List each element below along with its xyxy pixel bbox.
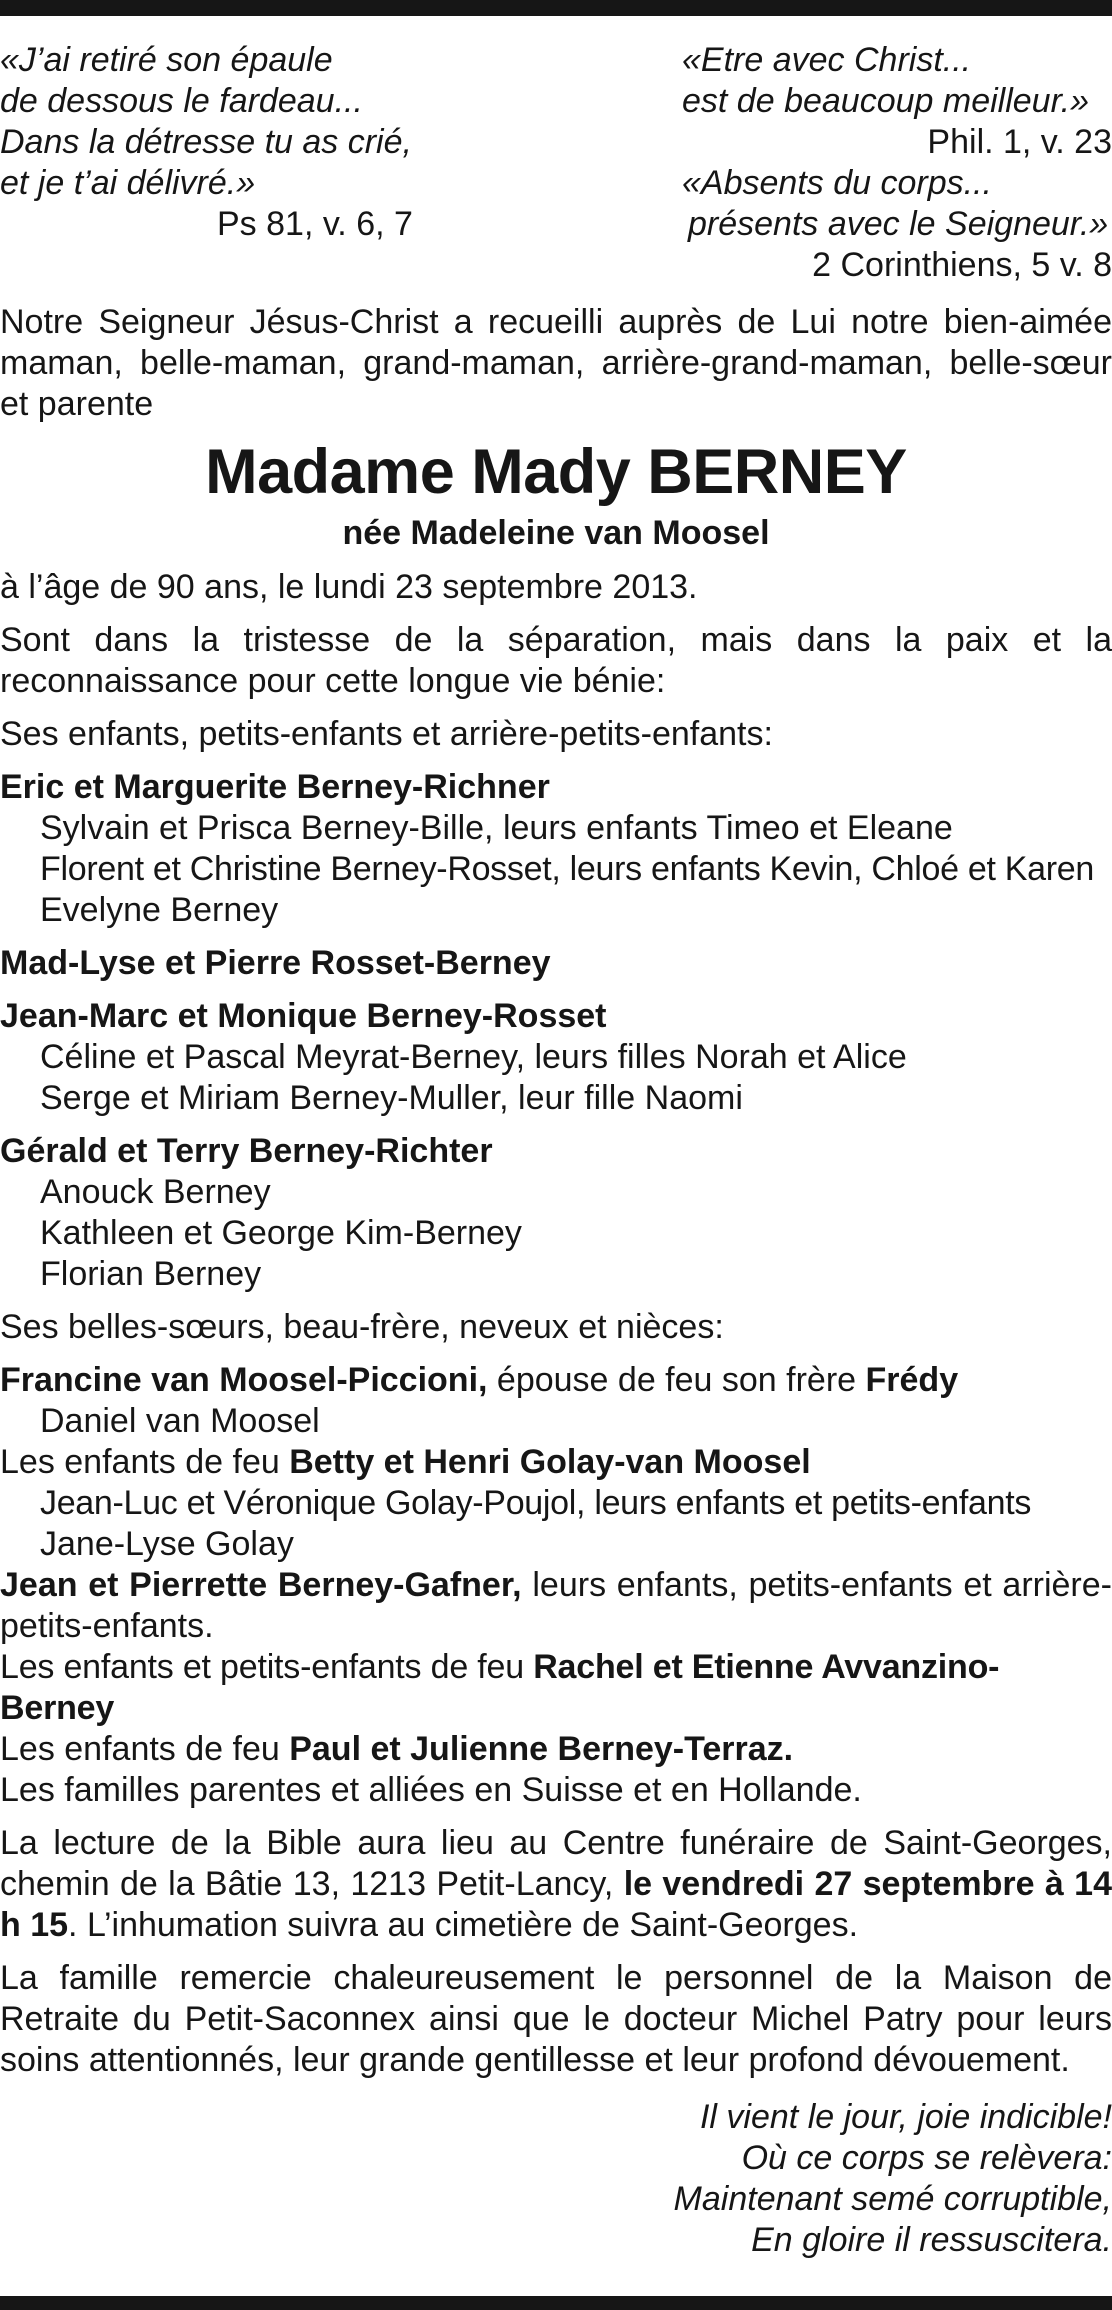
- family-head: Eric et Marguerite Berney-Richner: [0, 768, 550, 806]
- sorrow-paragraph: Sont dans la tristesse de la séparation, mais dans la paix et la reconnaissance pour cette longue vie bénie:: [0, 621, 1112, 700]
- inlaw-text: Les enfants et petits-enfants de feu: [0, 1648, 534, 1686]
- inlaw-line: [0, 1565, 1112, 1647]
- inlaw-member: Jean-Luc et Véronique Golay-Poujol, leurs enfants et petits-enfants: [40, 1484, 1032, 1522]
- maiden-name: née Madeleine van Moosel: [342, 514, 770, 552]
- inlaw-name: Rachel et Etienne Avvanzino-Berney: [0, 1648, 1000, 1727]
- inlaw-text: leurs enfants, petits-enfants et arrière-petits-enfants.: [0, 1566, 1112, 1645]
- bottom-rule: [0, 2296, 1112, 2310]
- inlaw-text: épouse de feu son frère: [487, 1361, 866, 1399]
- family-member: Florian Berney: [40, 1255, 262, 1293]
- ceremony-paragraph: [0, 1823, 1112, 1946]
- family-member: Serge et Miriam Berney-Muller, leur fille Naomi: [40, 1079, 743, 1117]
- family-member: Evelyne Berney: [40, 891, 279, 929]
- inlaw-line: [0, 1360, 1112, 1401]
- ceremony-date: le vendredi 27 septembre à 14 h 15: [0, 1865, 1112, 1944]
- inlaw-name: Frédy: [865, 1361, 959, 1399]
- family-head: Mad-Lyse et Pierre Rosset-Berney: [0, 944, 551, 982]
- top-rule: [0, 0, 1112, 16]
- verse-reference: Phil. 1, v. 23: [927, 123, 1112, 161]
- verse-line: «J’ai retiré son épaule: [0, 41, 333, 79]
- family-member: Kathleen et George Kim-Berney: [40, 1214, 522, 1252]
- inlaw-name: Betty et Henri Golay-van Moosel: [289, 1443, 811, 1481]
- family-member: Sylvain et Prisca Berney-Bille, leurs enfants Timeo et Eleane: [40, 809, 953, 847]
- inlaw-line: [0, 1442, 1112, 1483]
- intro-paragraph: Notre Seigneur Jésus-Christ a recueilli auprès de Lui notre bien-aimée maman, belle-maman, grand-maman, arrière-grand-maman, belle-sœur et parente: [0, 303, 1112, 423]
- closing-verse-line: Maintenant semé corruptible,: [673, 2180, 1112, 2218]
- verse-reference: 2 Corinthiens, 5 v. 8: [812, 246, 1112, 284]
- closing-verse-line: Où ce corps se relèvera:: [741, 2139, 1112, 2177]
- inlaws-list: [0, 1360, 1112, 1811]
- inlaw-member: Jane-Lyse Golay: [40, 1525, 294, 1563]
- age-date: à l’âge de 90 ans, le lundi 23 septembre 2013.: [0, 568, 698, 606]
- verse-line: «Absents du corps...: [682, 164, 992, 202]
- family-group: [0, 943, 1112, 984]
- inlaw-name: Paul et Julienne Berney-Terraz.: [289, 1730, 794, 1768]
- family-group: [0, 1131, 1112, 1295]
- family-head: Gérald et Terry Berney-Richter: [0, 1132, 493, 1170]
- closing-verse: [0, 2097, 1112, 2261]
- ceremony-text: . L’inhumation suivra au cimetière de Saint-Georges.: [68, 1906, 859, 1944]
- verse-line: est de beaucoup meilleur.»: [682, 82, 1090, 120]
- thanks-paragraph: La famille remercie chaleureusement le personnel de la Maison de Retraite du Petit-Saconnex ainsi que le docteur Michel Patry pour leurs soins attentionnés, leur grande gentillesse et leur profond dévouement.: [0, 1959, 1112, 2079]
- inlaw-text: Les enfants de feu: [0, 1443, 290, 1481]
- verse-line: Dans la détresse tu as crié,: [0, 123, 412, 161]
- closing-verse-line: En gloire il ressuscitera.: [751, 2221, 1112, 2259]
- verse-reference: Ps 81, v. 6, 7: [217, 205, 413, 243]
- verse-line: «Etre avec Christ...: [682, 41, 972, 79]
- family-group: [0, 996, 1112, 1119]
- family-group: [0, 767, 1112, 931]
- inlaw-name: Jean et Pierrette Berney-Gafner,: [0, 1566, 522, 1604]
- ceremony-text: La lecture de la Bible aura lieu au Centre funéraire de Saint-Georges, chemin de la Bâtie 13, 1213 Petit-Lancy,: [0, 1824, 1112, 1903]
- children-heading: Ses enfants, petits-enfants et arrière-petits-enfants:: [0, 715, 773, 753]
- verse-line: présents avec le Seigneur.»: [688, 205, 1109, 243]
- inlaw-line: Les familles parentes et alliées en Suisse et en Hollande.: [0, 1771, 862, 1809]
- verse-line: et je t’ai délivré.»: [0, 164, 256, 202]
- inlaws-heading: Ses belles-sœurs, beau-frère, neveux et nièces:: [0, 1308, 724, 1346]
- family-member: Céline et Pascal Meyrat-Berney, leurs filles Norah et Alice: [40, 1038, 907, 1076]
- closing-verse-line: Il vient le jour, joie indicible!: [699, 2098, 1112, 2136]
- inlaw-line: [0, 1647, 1112, 1729]
- verse-line: de dessous le fardeau...: [0, 82, 363, 120]
- opening-verses: [0, 40, 1112, 286]
- inlaw-name: Francine van Moosel-Piccioni,: [0, 1361, 488, 1399]
- family-head: Jean-Marc et Monique Berney-Rosset: [0, 997, 607, 1035]
- family-member: Anouck Berney: [40, 1173, 271, 1211]
- inlaw-line: [0, 1729, 1112, 1770]
- deceased-name: Madame Mady BERNEY: [205, 437, 907, 507]
- obituary-notice: [0, 40, 1112, 2261]
- inlaw-text: Les enfants de feu: [0, 1730, 290, 1768]
- family-member: Florent et Christine Berney-Rosset, leurs enfants Kevin, Chloé et Karen: [40, 850, 1095, 888]
- inlaw-member: Daniel van Moosel: [40, 1402, 320, 1440]
- verse-left: [0, 40, 420, 286]
- verse-right: [682, 40, 1112, 286]
